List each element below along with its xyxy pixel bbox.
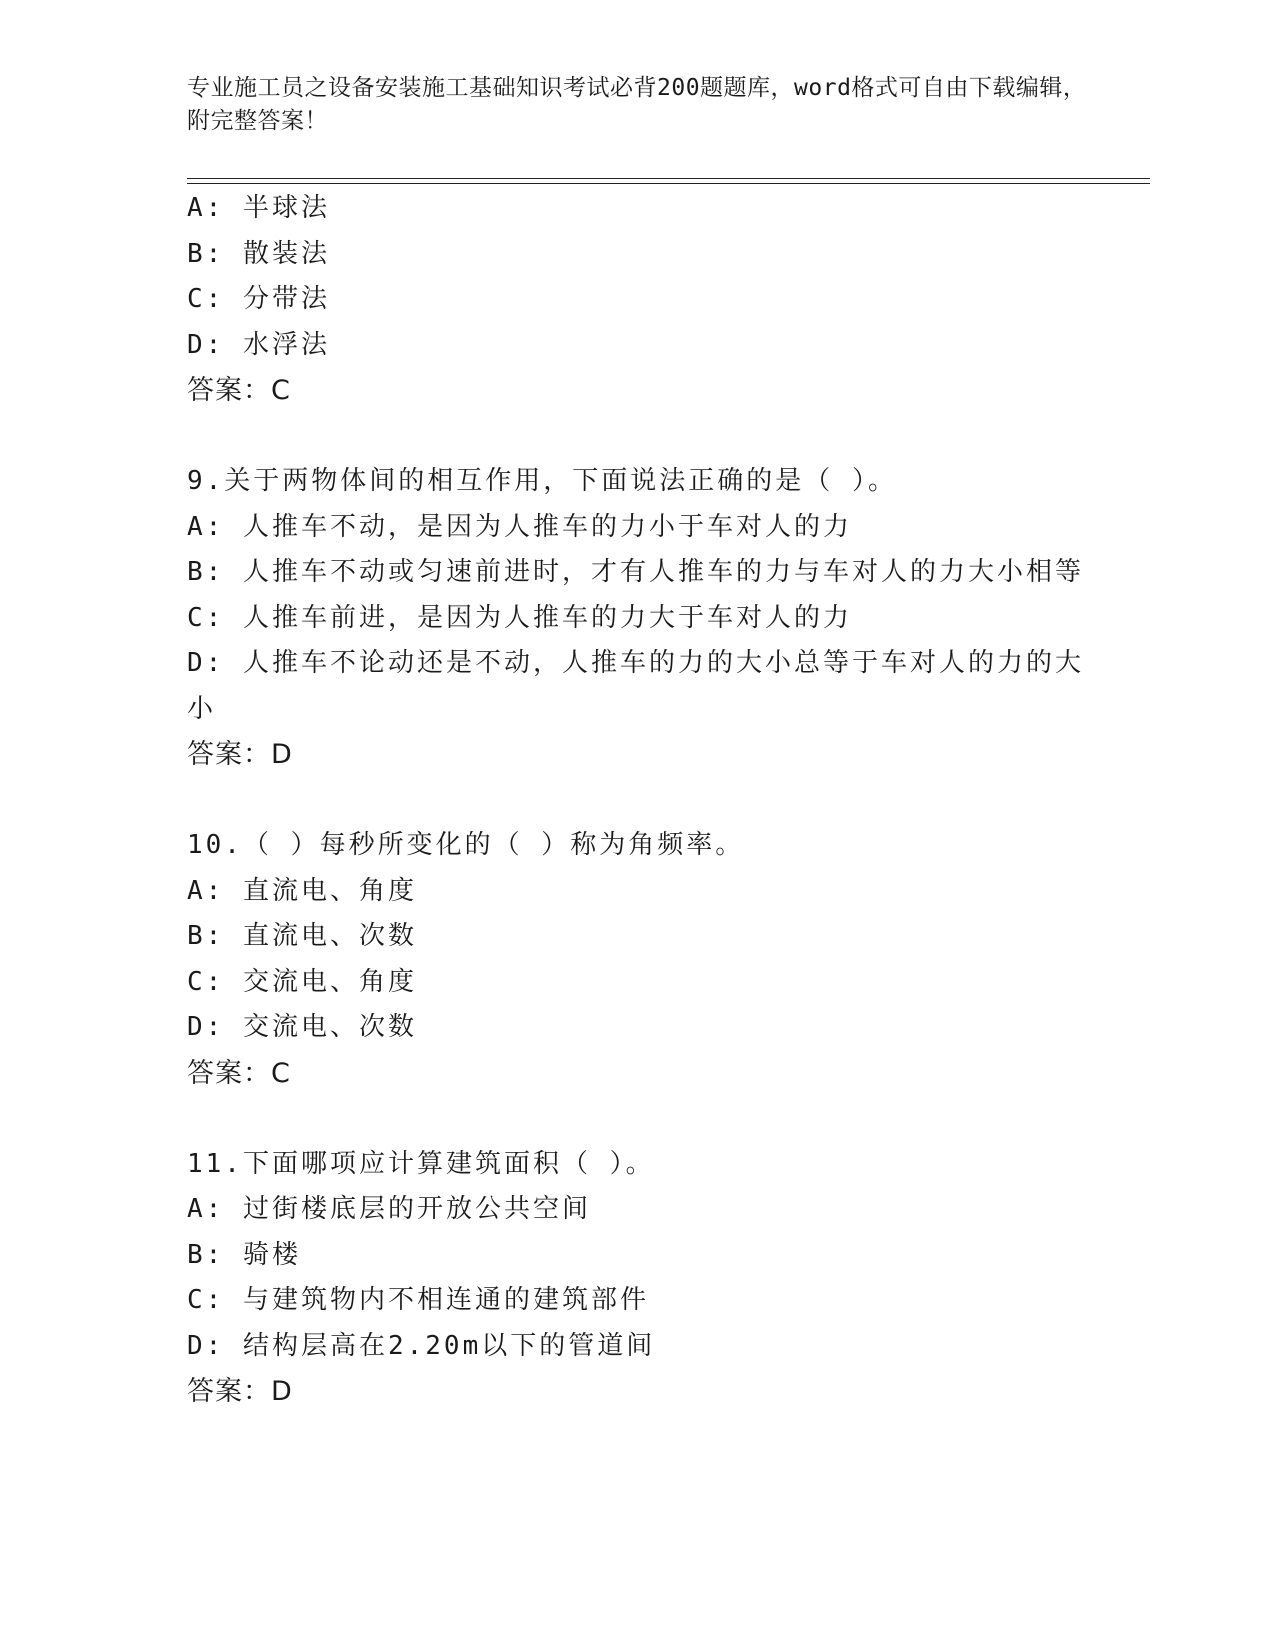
option-text: 人推车不动，是因为人推车的力小于车对人的力 <box>242 511 852 542</box>
option-text: 交流电、次数 <box>242 1012 417 1042</box>
option-letter: D: <box>187 1330 225 1361</box>
option-letter: C: <box>187 1285 225 1315</box>
option-text: 人推车不论动还是不动，人推车的力的大小总等于车对人的力的大小 <box>187 648 1084 724</box>
option-b <box>187 914 1087 960</box>
option-letter: C: <box>187 284 225 314</box>
option-text: 直流电、角度 <box>242 875 417 906</box>
question-list <box>187 186 1087 1415</box>
option-text: 骑楼 <box>242 1239 301 1270</box>
option-c <box>187 960 1087 1006</box>
option-letter: D: <box>187 1012 225 1042</box>
option-a <box>187 505 1087 551</box>
question-block <box>187 1142 1087 1415</box>
option-b <box>187 232 1087 278</box>
option-text: 分带法 <box>242 284 330 314</box>
option-letter: D: <box>187 648 225 678</box>
question-block <box>187 823 1087 1096</box>
option-a <box>187 869 1087 915</box>
option-letter: B: <box>187 557 225 587</box>
option-text: 结构层高在2.20m以下的管道间 <box>242 1330 656 1361</box>
option-letter: A: <box>187 875 225 906</box>
option-letter: D: <box>187 329 225 360</box>
option-c <box>187 277 1087 323</box>
option-b <box>187 1233 1087 1279</box>
option-c <box>187 1278 1087 1324</box>
option-text: 散装法 <box>242 238 330 269</box>
answer-line: 答案：D <box>187 739 293 770</box>
option-text: 人推车前进，是因为人推车的力大于车对人的力 <box>242 602 852 633</box>
option-letter: A: <box>187 1194 225 1224</box>
option-letter: B: <box>187 1239 225 1270</box>
option-text: 与建筑物内不相连通的建筑部件 <box>242 1285 649 1315</box>
option-letter: B: <box>187 238 225 269</box>
option-text: 水浮法 <box>242 329 330 360</box>
spacer <box>187 414 1087 460</box>
answer-line: 答案：C <box>187 1057 291 1089</box>
option-text: 半球法 <box>242 193 330 223</box>
option-d <box>187 1324 1087 1370</box>
option-text: 交流电、角度 <box>242 966 417 997</box>
question-block <box>187 186 1087 414</box>
option-letter: C: <box>187 602 225 633</box>
header-rule-top <box>187 178 1150 179</box>
option-b <box>187 550 1087 596</box>
option-d <box>187 1005 1087 1051</box>
answer-line: 答案：D <box>187 1376 293 1407</box>
option-a <box>187 186 1087 232</box>
header-title: 专业施工员之设备安装施工基础知识考试必背200题题库，word格式可自由下载编辑，附完整答案！ <box>187 75 1087 134</box>
option-d <box>187 641 1087 732</box>
question-stem: 11.下面哪项应计算建筑面积（ ）。 <box>187 1148 655 1179</box>
option-text: 直流电、次数 <box>242 921 417 951</box>
spacer <box>187 1096 1087 1142</box>
question-block <box>187 459 1087 778</box>
option-letter: A: <box>187 193 225 223</box>
option-letter: B: <box>187 921 225 951</box>
option-text: 人推车不动或匀速前进时，才有人推车的力与车对人的力大小相等 <box>242 557 1084 587</box>
option-d <box>187 323 1087 369</box>
option-letter: C: <box>187 966 225 997</box>
option-c <box>187 596 1087 642</box>
question-stem: 10.（ ）每秒所变化的（ ）称为角频率。 <box>187 830 745 860</box>
option-letter: A: <box>187 511 225 542</box>
header-rule-bottom <box>187 183 1150 184</box>
document-header <box>187 72 1087 138</box>
question-stem: 9.关于两物体间的相互作用，下面说法正确的是（ ）。 <box>187 466 897 496</box>
answer-line: 答案：C <box>187 375 291 406</box>
option-a <box>187 1187 1087 1233</box>
option-text: 过街楼底层的开放公共空间 <box>242 1194 591 1224</box>
spacer <box>187 778 1087 824</box>
